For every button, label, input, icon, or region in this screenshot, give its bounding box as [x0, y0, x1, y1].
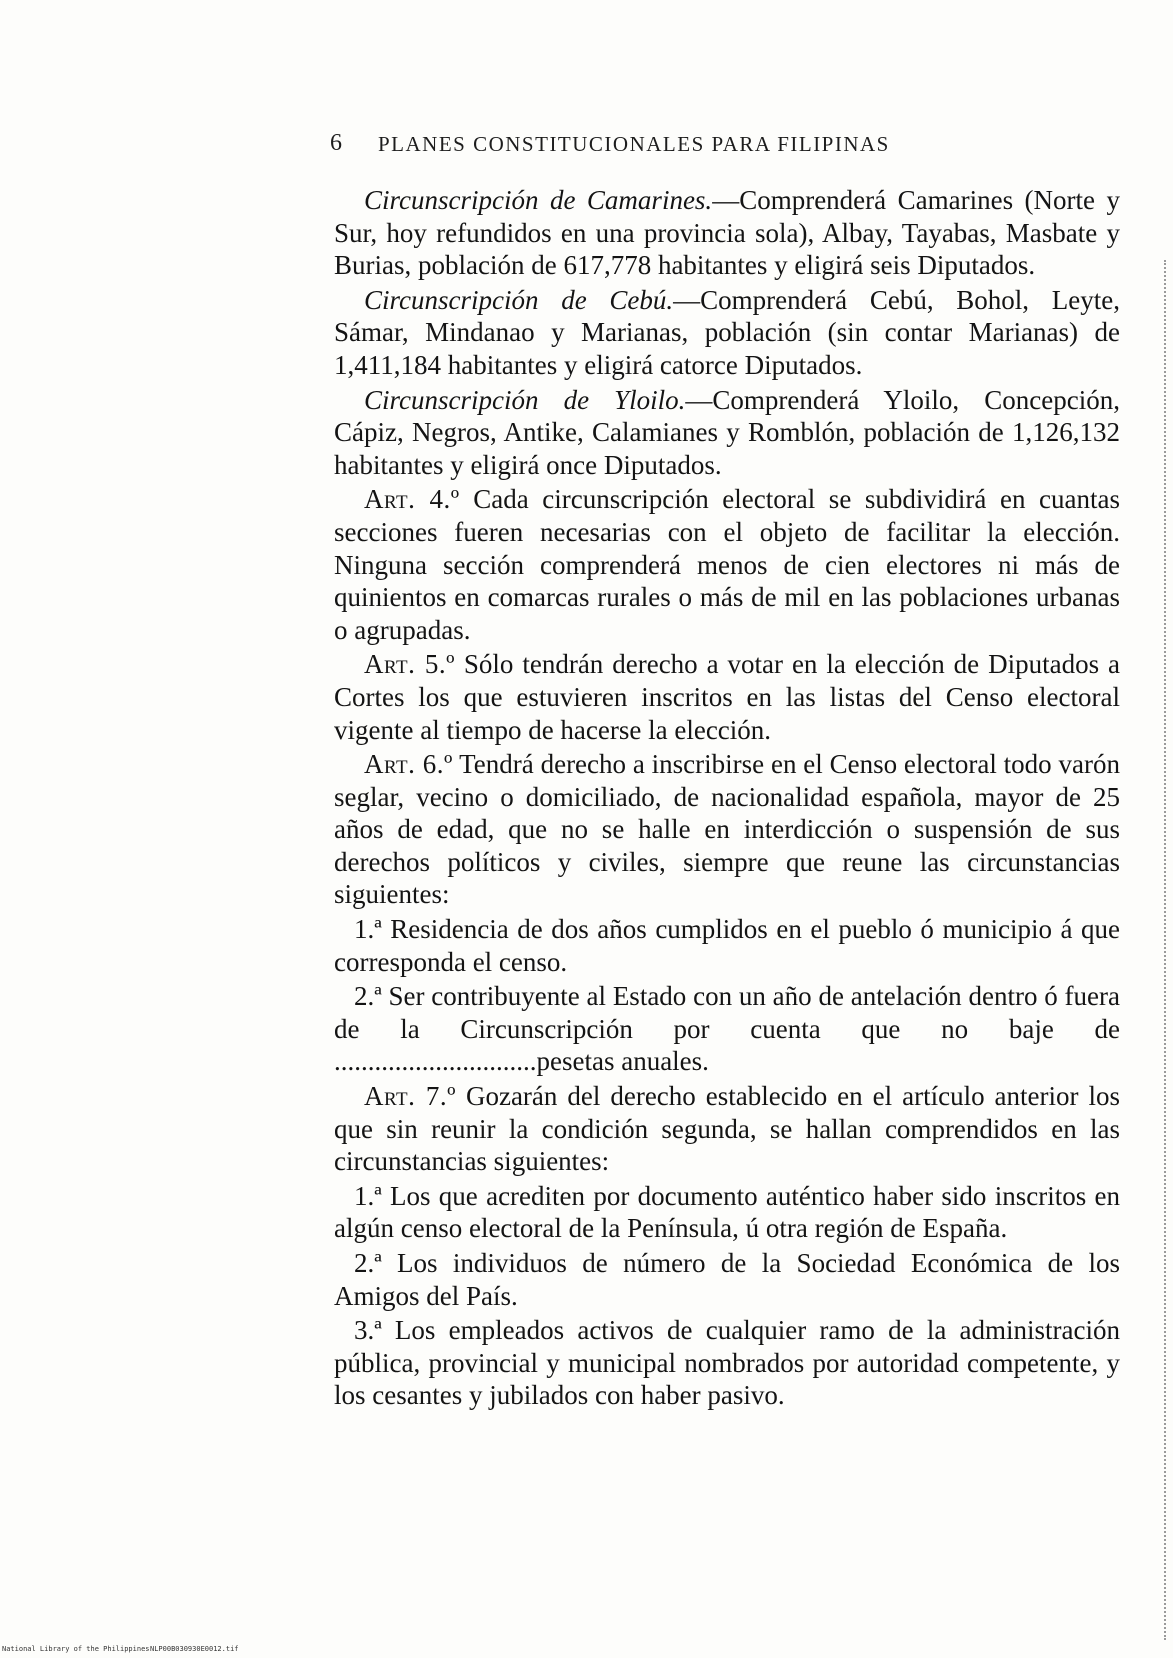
list-item-text: Los empleados activos de cualquier ramo de la administración pública, provincial y municipal nombrados por autoridad competente, y los cesantes y jubilados con haber pasivo. [334, 1315, 1120, 1411]
article-6-condition-2 [334, 980, 1120, 1078]
article-number: Art. 6.º [364, 749, 453, 780]
paragraph-text: —Comprenderá Yloilo, Concepción, Cápiz, Negros, Antike, Calamianes y Romblón, población de 1,126,132 habitantes y eligirá once Diputados. [334, 384, 1120, 480]
paragraph-text: —Comprenderá Cebú, Bohol, Leyte, Sámar, Mindanao y Marianas, población (sin contar Marianas) de 1,411,184 habitantes y eligirá catorce Diputados. [334, 284, 1120, 380]
list-item-text: Ser contribuyente al Estado con un año de antelación dentro ó fuera de la Circunscripción por cuenta que no baje de ..............................pesetas anuales. [334, 981, 1120, 1077]
article-text: Sólo tendrán derecho a votar en la elección de Diputados a Cortes los que estuvieren inscritos en las listas del Censo electoral vigente al tiempo de hacerse la elección. [334, 649, 1121, 745]
article-7 [334, 1080, 1120, 1178]
scan-edge-mark [1164, 260, 1168, 1640]
article-7-condition-2 [334, 1247, 1120, 1312]
list-marker: 3.ª [354, 1315, 382, 1346]
body-text [334, 184, 1120, 1414]
page-header [330, 130, 1120, 170]
list-marker: 1.ª [354, 1180, 382, 1211]
list-marker: 2.ª [354, 981, 382, 1012]
article-4 [334, 483, 1120, 646]
article-6-condition-1 [334, 913, 1120, 978]
section-heading: Circunscripción de Camarines. [364, 185, 713, 215]
article-5 [334, 648, 1120, 746]
article-text: Cada circunscripción electoral se subdividirá en cuantas secciones fueren necesarias con el objeto de facilitar la elección. Ninguna sección comprenderá menos de cien electores ni más de quinientos en comarcas rurales o más de mil en las poblaciones urbanas o agrupadas. [334, 484, 1120, 645]
page-number: 6 [330, 130, 344, 156]
list-item-text: Los que acrediten por documento auténtico haber sido inscritos en algún censo electoral de la Península, ú otra región de España. [334, 1180, 1120, 1244]
paragraph-camarines [334, 184, 1120, 282]
paragraph-yloilo [334, 384, 1120, 482]
paragraph-cebu [334, 284, 1120, 382]
article-6 [334, 748, 1120, 911]
running-title: PLANES CONSTITUCIONALES PARA FILIPINAS [378, 132, 890, 156]
article-number: Art. 5.º [364, 649, 455, 680]
article-number: Art. 7.º [364, 1081, 456, 1112]
list-marker: 2.ª [354, 1248, 382, 1278]
list-item-text: Los individuos de número de la Sociedad Económica de los Amigos del País. [334, 1248, 1120, 1311]
article-7-condition-1 [334, 1180, 1120, 1245]
paragraph-text: —Comprenderá Camarines (Norte y Sur, hoy refundidos en una provincia sola), Albay, Tayabas, Masbate y Burias, población de 617,778 habitantes y eligirá seis Diputados. [334, 185, 1120, 281]
article-7-condition-3 [334, 1314, 1120, 1412]
list-item-text: Residencia de dos años cumplidos en el pueblo ó municipio á que corresponda el censo. [334, 914, 1120, 977]
article-number: Art. 4.º [364, 484, 460, 515]
list-marker: 1.ª [354, 914, 382, 945]
section-heading: Circunscripción de Yloilo. [364, 384, 686, 415]
file-identifier: NLP00B030930E0012.tif [150, 1645, 239, 1653]
scan-footer [0, 1645, 1173, 1657]
article-text: Tendrá derecho a inscribirse en el Censo electoral todo varón seglar, vecino o domiciliado, de nacionalidad española, mayor de 25 años de edad, que no se halle en interdicción o suspensión de sus derechos políticos y civiles, siempre que reune las circunstancias siguientes: [334, 749, 1120, 910]
section-heading: Circunscripción de Cebú. [364, 284, 674, 315]
library-credit: National Library of the Philippines [2, 1645, 150, 1653]
article-text: Gozarán del derecho establecido en el artículo anterior los que sin reunir la condición segunda, se hallan comprendidos en las circunstancias siguientes: [334, 1081, 1120, 1177]
